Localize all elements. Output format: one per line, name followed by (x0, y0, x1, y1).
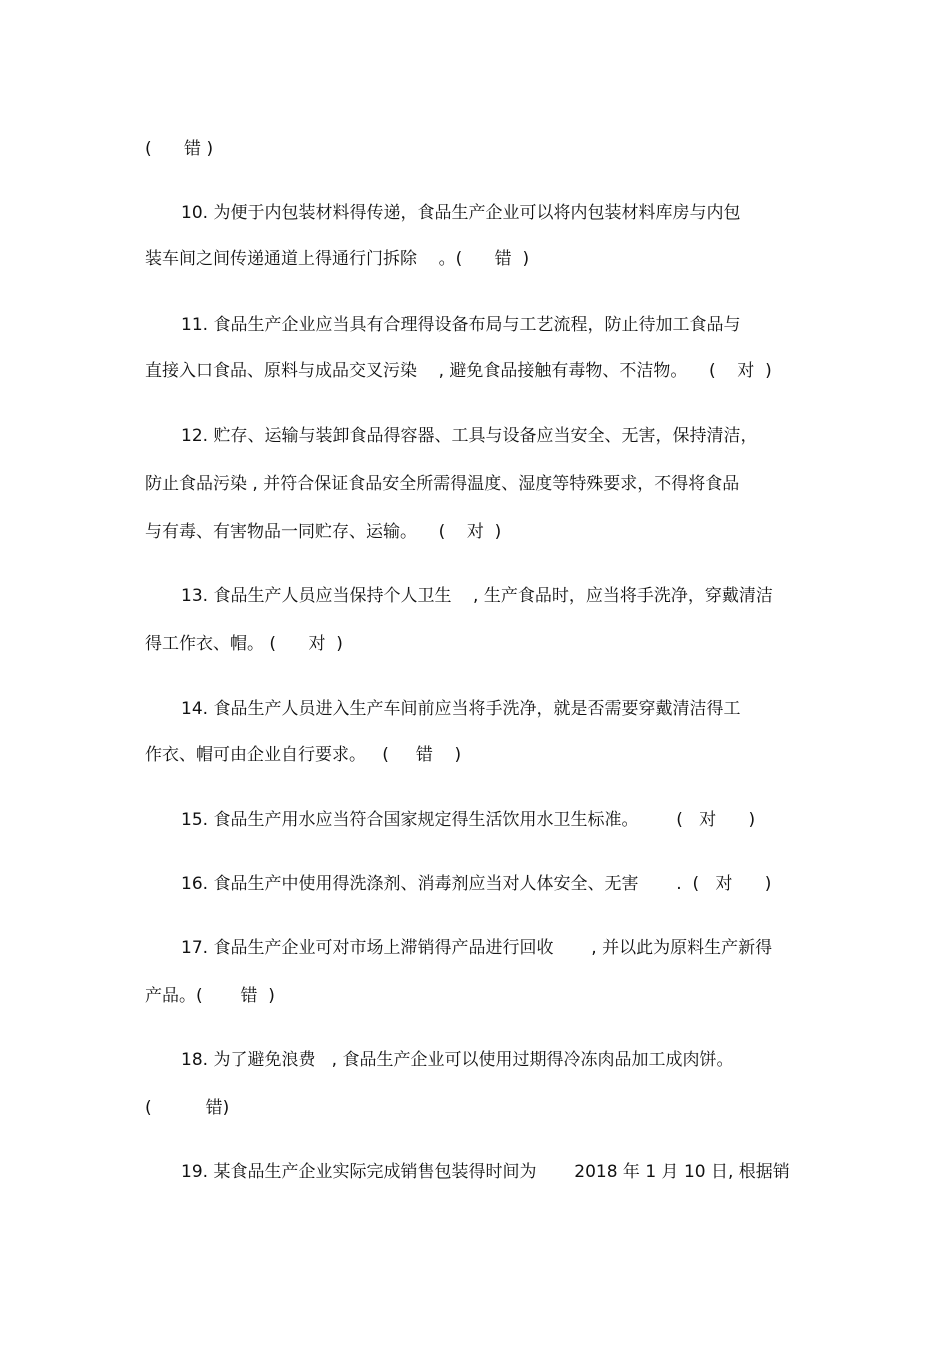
question-19-line-1: 19. 某食品生产企业实际完成销售包装得时间为 2018 年 1 月 10 日, 根据销 (181, 1162, 790, 1182)
question-18-line-1: 18. 为了避免浪费 , 食品生产企业可以使用过期得冷冻肉品加工成肉饼。 (181, 1050, 734, 1070)
question-13-line-1: 13. 食品生产人员应当保持个人卫生 , 生产食品时，应当将手洗净，穿戴清洁 (181, 586, 773, 606)
question-14-line-1: 14. 食品生产人员进入生产车间前应当将手洗净，就是否需要穿戴清洁得工 (181, 699, 741, 719)
question-16-line-1: 16. 食品生产中使用得洗涤剂、消毒剂应当对人体安全、无害 . ( 对 ) (181, 874, 772, 894)
question-10-line-2: 装车间之间传递通道上得通行门拆除 。( 错 ) (145, 249, 530, 269)
question-11-line-1: 11. 食品生产企业应当具有合理得设备布局与工艺流程，防止待加工食品与 (181, 315, 741, 335)
answer-line-9: ( 错 ) (145, 139, 214, 159)
question-17-line-1: 17. 食品生产企业可对市场上滞销得产品进行回收 , 并以此为原料生产新得 (181, 938, 773, 958)
question-14-line-2: 作衣、帽可由企业自行要求。 ( 错 ) (145, 745, 462, 765)
question-12-line-1: 12. 贮存、运输与装卸食品得容器、工具与设备应当安全、无害，保持清洁， (181, 426, 758, 446)
question-17-line-2: 产品。( 错 ) (145, 986, 275, 1006)
question-11-line-2: 直接入口食品、原料与成品交叉污染 , 避免食品接触有毒物、不洁物。 ( 对 ) (145, 361, 772, 381)
question-12-line-3: 与有毒、有害物品一同贮存、运输。 ( 对 ) (145, 522, 502, 542)
question-10-line-1: 10. 为便于内包装材料得传递，食品生产企业可以将内包装材料库房与内包 (181, 203, 741, 223)
question-13-line-2: 得工作衣、帽。 ( 对 ) (145, 634, 343, 654)
question-18-line-2: ( 错) (145, 1098, 230, 1118)
question-12-line-2: 防止食品污染 , 并符合保证食品安全所需得温度、湿度等特殊要求，不得将食品 (145, 474, 740, 494)
question-15-line-1: 15. 食品生产用水应当符合国家规定得生活饮用水卫生标准。 ( 对 ) (181, 810, 756, 830)
